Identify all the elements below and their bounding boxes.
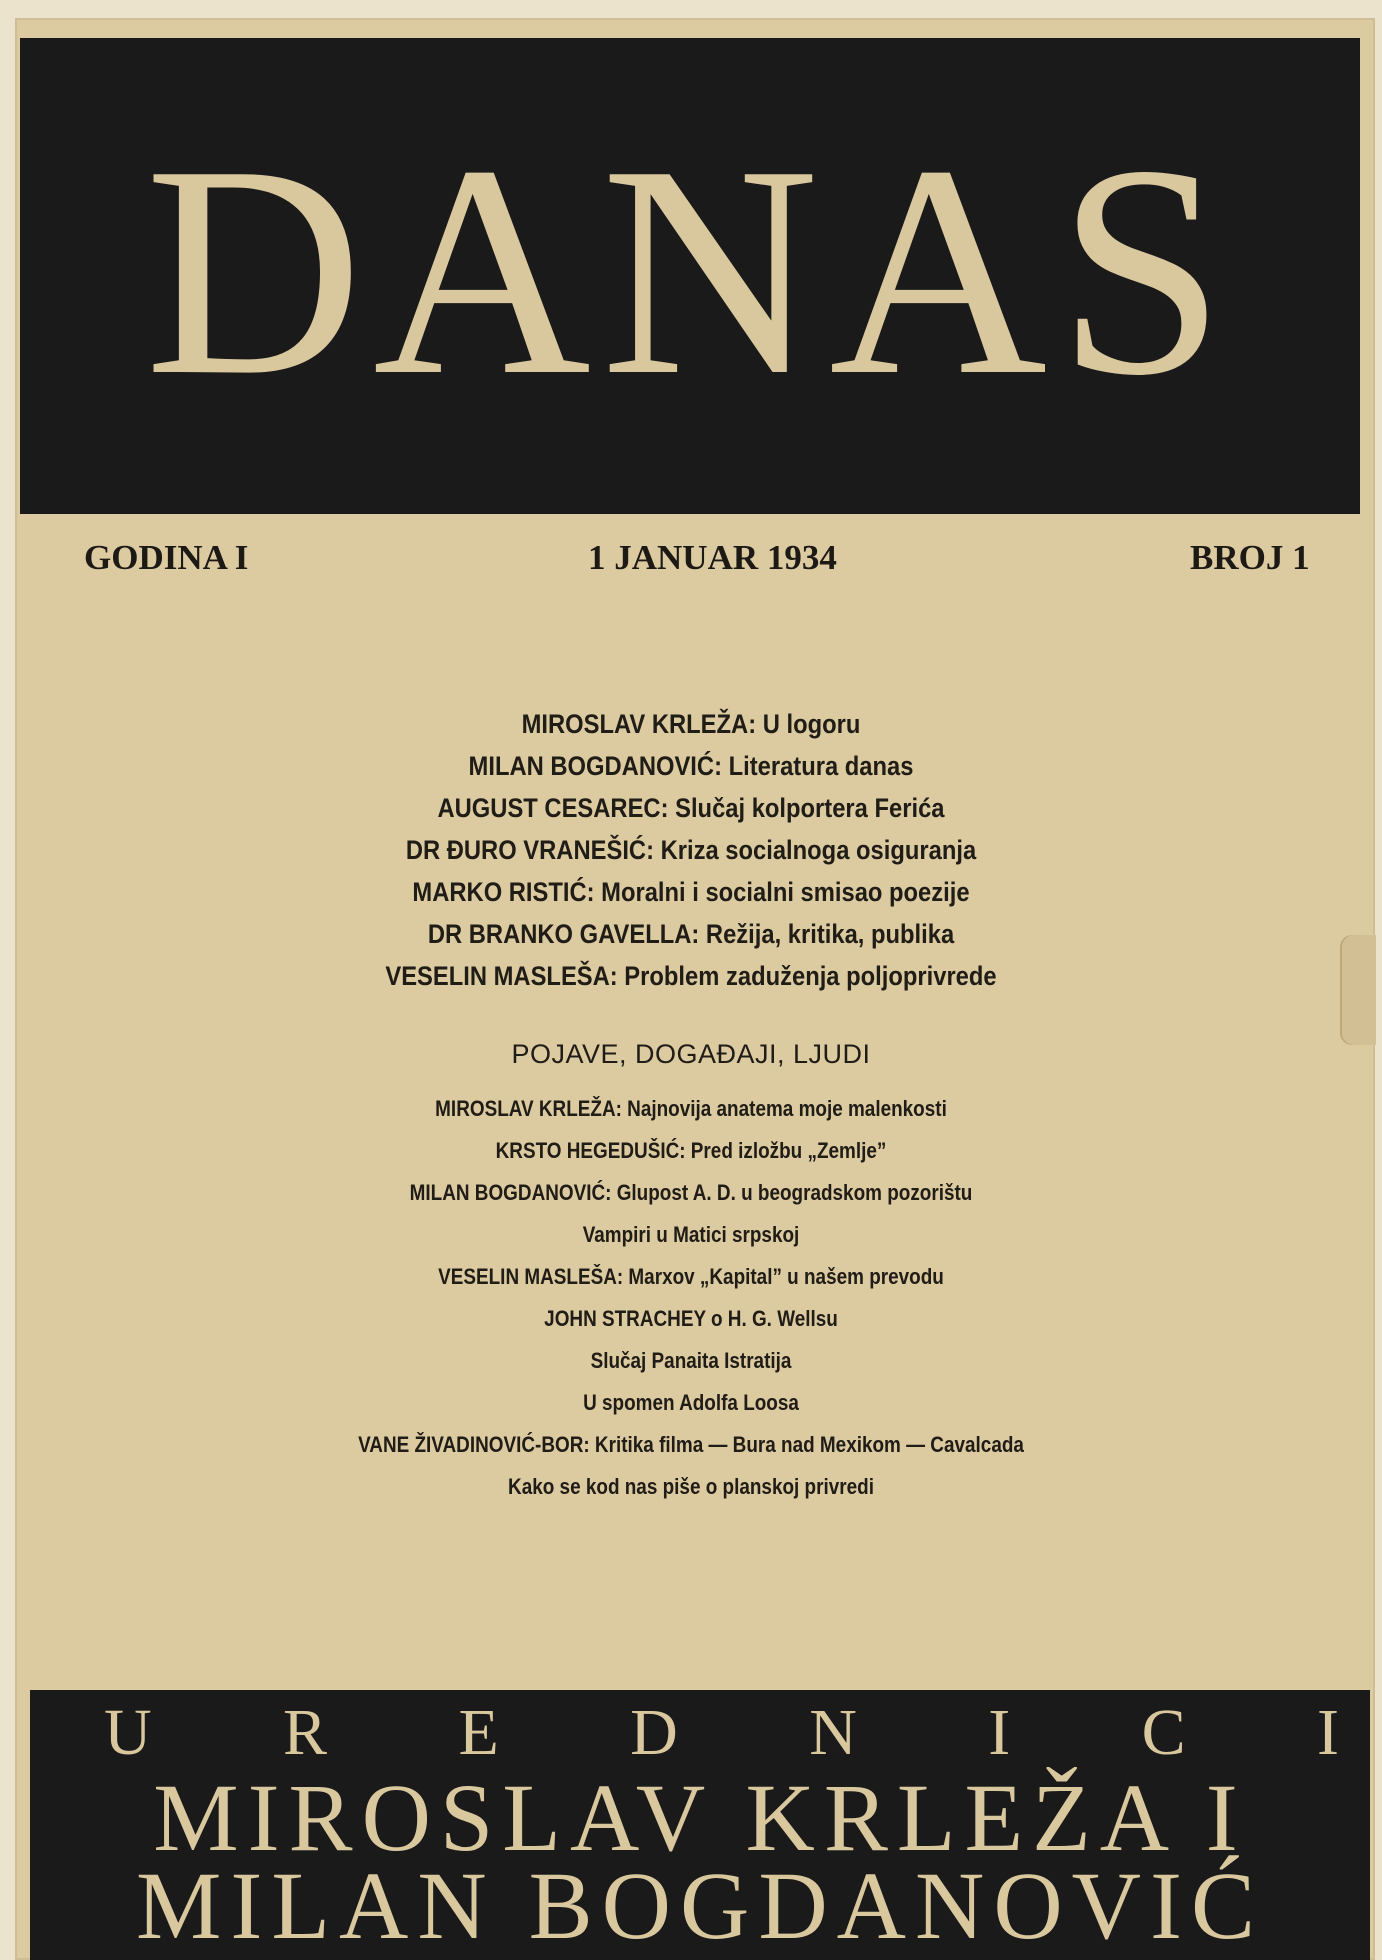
contents-item: DR ĐURO VRANEŠIĆ: Kriza socialnoga osiguranja [405, 835, 977, 865]
section-item: VANE ŽIVADINOVIĆ-BOR: Kritika filma — Bura nad Mexikom — Cavalcada [358, 1432, 1024, 1457]
editors-label-letter: I [1317, 1696, 1339, 1769]
editors-label-letter: I [988, 1696, 1011, 1769]
editors-label-letter: E [458, 1696, 499, 1769]
editors-label-letter: D [630, 1696, 678, 1769]
issue-year: GODINA I [84, 538, 249, 577]
section-item: JOHN STRACHEY o H. G. Wellsu [544, 1306, 838, 1331]
section-item: Slučaj Panaita Istratija [590, 1348, 792, 1373]
masthead-title: DANAS [144, 104, 1236, 438]
section-item: KRSTO HEGEDUŠIĆ: Pred izložbu „Zemlje” [495, 1138, 887, 1163]
editors-label [104, 1696, 1339, 1769]
section-contents-list [0, 1088, 1382, 1508]
editor-name-bogdanovic: MILAN BOGDANOVIĆ [136, 1852, 1264, 1959]
issue-number: BROJ 1 [1190, 538, 1310, 577]
editors-label-letter: R [283, 1696, 328, 1769]
section-item: VESELIN MASLEŠA: Marxov „Kapital” u našem prevodu [438, 1264, 944, 1289]
section-item: Vampiri u Matici srpskoj [582, 1222, 800, 1247]
main-contents-list [0, 703, 1382, 997]
contents-item: DR BRANKO GAVELLA: Režija, kritika, publika [427, 919, 955, 949]
editor-name-krleza: MIROSLAV KRLEŽA I [153, 1764, 1247, 1871]
contents-item: VESELIN MASLEŠA: Problem zaduženja poljoprivrede [385, 961, 997, 991]
issue-date: 1 JANUAR 1934 [588, 538, 837, 577]
contents-item: AUGUST CESAREC: Slučaj kolportera Ferića [437, 793, 945, 823]
section-item: MIROSLAV KRLEŽA: Najnovija anatema moje malenkosti [435, 1096, 947, 1121]
contents-item: MILAN BOGDANOVIĆ: Literatura danas [468, 751, 914, 781]
contents-item: MARKO RISTIĆ: Moralni i socialni smisao poezije [412, 877, 970, 907]
contents-item: MIROSLAV KRLEŽA: U logoru [521, 709, 861, 739]
section-heading: POJAVE, DOGAĐAJI, LJUDI [511, 1039, 871, 1069]
editors-label-letter: C [1141, 1696, 1186, 1769]
section-item: MILAN BOGDANOVIĆ: Glupost A. D. u beogradskom pozorištu [409, 1180, 973, 1205]
section-item: Kako se kod nas piše o planskoj privredi [508, 1474, 874, 1499]
editors-label-letter: U [104, 1696, 152, 1769]
section-item: U spomen Adolfa Loosa [583, 1390, 799, 1415]
editors-label-letter: N [809, 1696, 857, 1769]
